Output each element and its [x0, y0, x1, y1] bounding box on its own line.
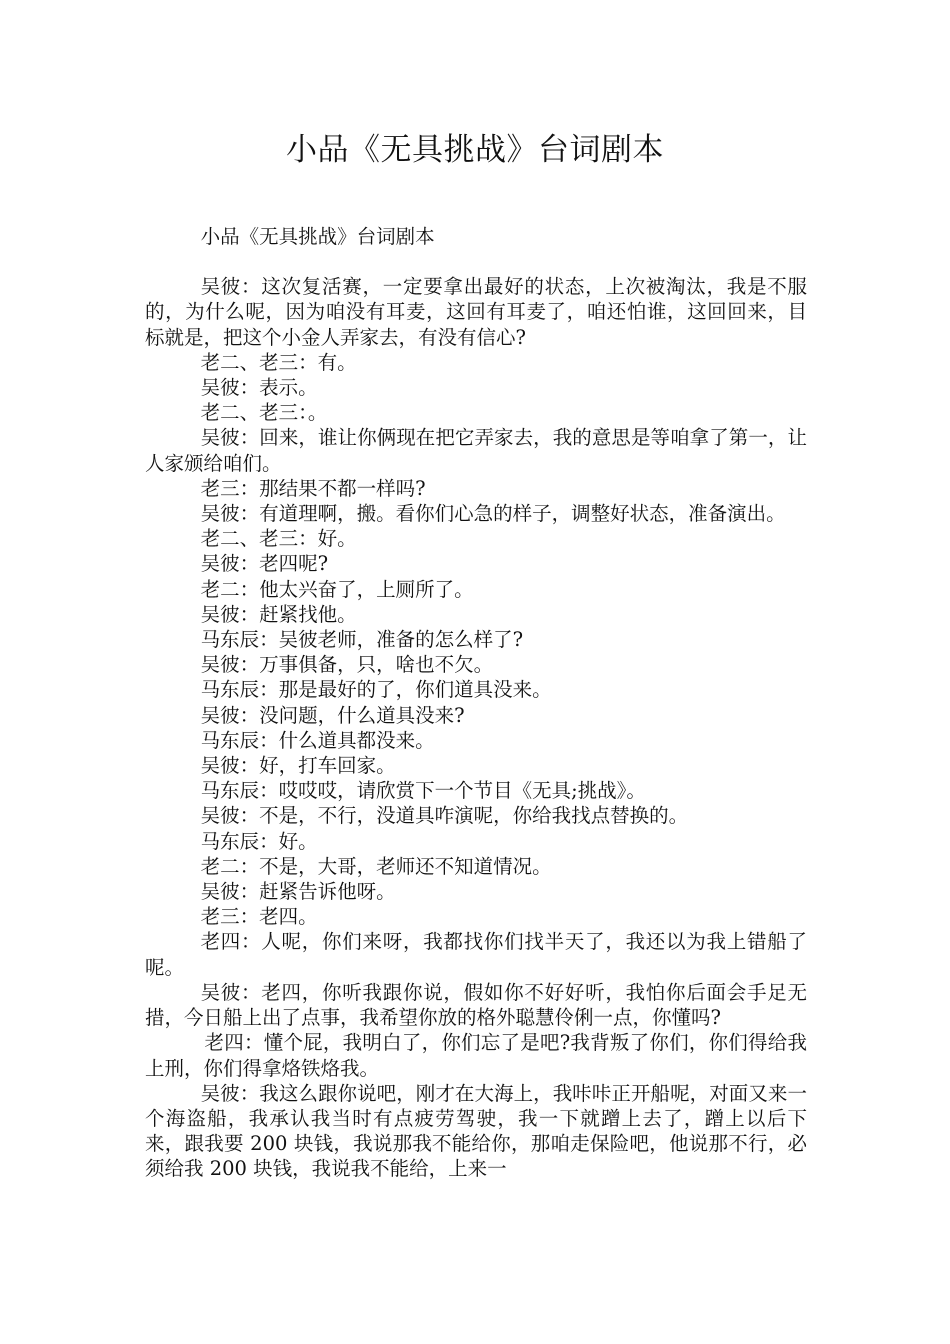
speaker-colon: ： — [239, 426, 260, 450]
speaker-colon: ： — [239, 854, 260, 878]
script-body — [145, 224, 807, 1182]
dialogue-text: 好。 — [278, 829, 318, 853]
document-subtitle: 小品《无具挑战》台词剧本 — [200, 225, 435, 248]
dialogue-text: 不是，不行，没道具咋演呢，你给我找点替换的。 — [259, 804, 689, 828]
speaker-name: 马东辰 — [200, 779, 260, 803]
dialogue-text: 不是，大哥，老师还不知道情况。 — [259, 854, 552, 878]
speaker-name: 老三 — [200, 476, 240, 500]
dialogue-text: 哎哎哎，请欣赏下一个节目《无具;挑战》。 — [278, 779, 646, 803]
dialogue-text: 好，打车回家。 — [259, 754, 396, 778]
speaker-name: 吴彼 — [200, 602, 240, 626]
dialogue-text: 表示。 — [259, 376, 318, 400]
speaker-name: 老二、老三 — [200, 401, 299, 425]
speaker-colon: ： — [239, 880, 260, 904]
dialogue-text: 没问题，什么道具没来? — [259, 703, 465, 727]
speaker-name: 吴彼 — [200, 754, 240, 778]
speaker-name: 老四 — [204, 1031, 244, 1055]
dialogue-line — [145, 274, 807, 350]
dialogue-text: 万事俱备，只，啥也不欠。 — [259, 653, 494, 677]
speaker-colon: ： — [239, 905, 260, 929]
dialogue-line — [145, 551, 807, 576]
dialogue-line — [145, 602, 807, 627]
dialogue-line — [145, 425, 807, 475]
document-title: 小品《无具挑战》台词剧本 — [286, 132, 664, 168]
speaker-colon: ： — [259, 678, 279, 702]
dialogue-text: 懂个屁，我明白了，你们忘了是吧?我背叛了你们，你们得给我上刑，你们得拿烙铁烙我。 — [145, 1031, 807, 1080]
speaker-name: 吴彼 — [200, 502, 240, 526]
dialogue-line — [145, 476, 807, 501]
dialogue-line — [145, 980, 807, 1030]
speaker-name: 老二 — [200, 854, 240, 878]
dialogue-text: 老四，你听我跟你说，假如你不好好听，我怕你后面会手足无措，今日船上出了点事，我希望你放的格外聪慧伶俐一点，你懂吗? — [145, 980, 807, 1030]
speaker-colon: ： — [239, 653, 260, 677]
dialogue-text: 老四。 — [259, 905, 318, 929]
dialogue-line — [145, 677, 807, 702]
dialogue-text: 我这么跟你说吧，刚才在大海上，我咔咔正开船呢，对面又来一个海盗船，我承认我当时有点疲劳驾驶，我一下就蹭上去了，蹭上以后下来，跟我要 200 块钱，我说那我不能给你，那咱走保险吧，他说那不行，必须给我 200 块钱，我说我不能给，上来一 — [145, 1081, 807, 1181]
dialogue-line — [145, 1030, 807, 1080]
speaker-colon: ： — [298, 527, 318, 551]
speaker-name: 吴彼 — [200, 980, 242, 1004]
dialogue-line — [145, 778, 807, 803]
dialogue-text: 回来，谁让你俩现在把它弄家去，我的意思是等咱拿了第一，让人家颁给咱们。 — [145, 426, 807, 475]
speaker-colon: ： — [239, 602, 260, 626]
speaker-colon: ： — [298, 401, 308, 425]
dialogue-line — [145, 400, 807, 425]
dialogue-line — [145, 627, 807, 652]
speaker-colon: ： — [259, 628, 279, 652]
speaker-name: 老二、老三 — [200, 527, 299, 551]
speaker-colon: ： — [259, 779, 279, 803]
dialogue-line — [145, 929, 807, 979]
speaker-colon: ： — [239, 376, 260, 400]
dialogue-line — [145, 803, 807, 828]
dialogue-line — [145, 904, 807, 929]
speaker-colon: ： — [239, 1081, 260, 1105]
dialogue-text: 他太兴奋了，上厕所了。 — [259, 577, 474, 601]
dialogue-line — [145, 879, 807, 904]
speaker-colon: ： — [259, 829, 279, 853]
speaker-name: 马东辰 — [200, 678, 260, 702]
speaker-colon: ： — [239, 476, 260, 500]
dialogue-text: 赶紧找他。 — [259, 602, 357, 626]
dialogue-text: 有。 — [317, 350, 357, 374]
speaker-name: 马东辰 — [200, 628, 260, 652]
dialogue-line — [145, 577, 807, 602]
speaker-name: 吴彼 — [200, 653, 240, 677]
dialogue-text: 人呢，你们来呀，我都找你们找半天了，我还以为我上错船了呢。 — [145, 930, 807, 979]
dialogue-text: 。 — [307, 401, 328, 425]
dialogue-line — [145, 375, 807, 400]
speaker-colon: ： — [241, 930, 262, 954]
speaker-name: 马东辰 — [200, 829, 260, 853]
speaker-name: 吴彼 — [200, 376, 240, 400]
dialogue-line — [145, 728, 807, 753]
speaker-colon: ： — [239, 577, 260, 601]
dialogue-text: 那是最好的了，你们道具没来。 — [278, 678, 552, 702]
speaker-name: 老三 — [200, 905, 240, 929]
dialogue-text: 老四呢? — [259, 552, 329, 576]
dialogue-text: 这次复活赛，一定要拿出最好的状态，上次被淘汰，我是不服的，为什么呢，因为咱没有耳麦，这回有耳麦了，咱还怕谁，这回回来，目标就是，把这个小金人弄家去，有没有信心? — [145, 275, 807, 349]
speaker-name: 吴彼 — [200, 426, 240, 450]
dialogue-line — [145, 652, 807, 677]
dialogue-line — [145, 501, 807, 526]
speaker-colon: ： — [239, 754, 260, 778]
speaker-name: 吴彼 — [200, 703, 240, 727]
speaker-colon: ： — [243, 1031, 264, 1055]
dialogue-text: 赶紧告诉他呀。 — [259, 880, 396, 904]
speaker-name: 吴彼 — [200, 552, 240, 576]
dialogue-text: 好。 — [317, 527, 357, 551]
dialogue-line — [145, 526, 807, 551]
speaker-name: 吴彼 — [200, 1081, 240, 1105]
dialogue-text: 吴彼老师，准备的怎么样了? — [278, 628, 524, 652]
speaker-colon: ： — [239, 552, 260, 576]
speaker-name: 吴彼 — [200, 804, 240, 828]
speaker-colon: ： — [241, 275, 262, 299]
speaker-name: 老四 — [200, 930, 242, 954]
dialogue-line — [145, 753, 807, 778]
speaker-name: 吴彼 — [200, 880, 240, 904]
dialogue-line — [145, 703, 807, 728]
dialogue-text: 有道理啊，搬。看你们心急的样子，调整好状态，准备演出。 — [259, 502, 786, 526]
dialogue-line — [145, 854, 807, 879]
speaker-colon: ： — [241, 980, 262, 1004]
dialogue-text: 什么道具都没来。 — [278, 728, 435, 752]
speaker-colon: ： — [259, 728, 279, 752]
speaker-name: 老二 — [200, 577, 240, 601]
speaker-name: 吴彼 — [200, 275, 242, 299]
speaker-colon: ： — [239, 502, 260, 526]
dialogue-line — [145, 350, 807, 375]
dialogue-line — [145, 1081, 807, 1182]
speaker-name: 马东辰 — [200, 728, 260, 752]
speaker-name: 老二、老三 — [200, 350, 299, 374]
speaker-colon: ： — [298, 350, 318, 374]
dialogue-line — [145, 829, 807, 854]
dialogue-text: 那结果不都一样吗? — [259, 476, 426, 500]
speaker-colon: ： — [239, 703, 260, 727]
speaker-colon: ： — [239, 804, 260, 828]
